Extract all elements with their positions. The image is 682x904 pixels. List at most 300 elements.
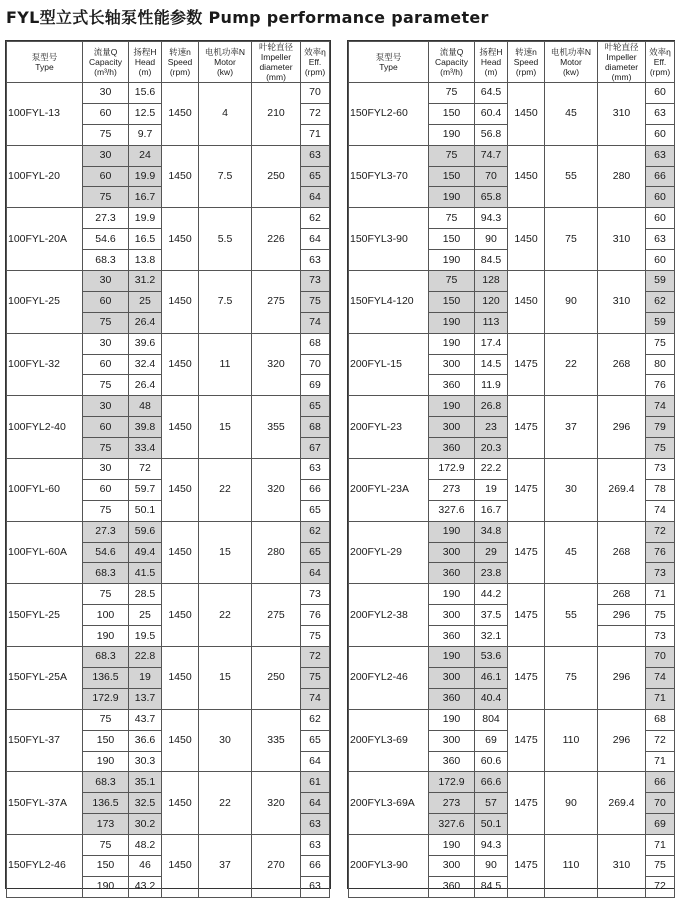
head-cell: 48 <box>129 396 162 417</box>
head-cell: 12.5 <box>129 103 162 124</box>
capacity-cell: 190 <box>83 626 129 647</box>
table-row <box>7 459 330 480</box>
efficiency-cell: 64 <box>301 229 330 250</box>
header-eff <box>301 42 330 83</box>
efficiency-cell: 60 <box>646 83 675 104</box>
impeller-cell: 320 <box>252 333 301 396</box>
head-cell: 90 <box>475 229 508 250</box>
speed-cell: 1450 <box>162 521 199 584</box>
head-cell: 94.3 <box>475 208 508 229</box>
motor-cell: 22 <box>545 333 598 396</box>
header-speed-line: 转速n <box>169 47 191 57</box>
capacity-cell: 172.9 <box>429 459 475 480</box>
capacity-cell: 27.3 <box>83 521 129 542</box>
pump-type-cell: 200FYL-23A <box>349 459 429 522</box>
efficiency-cell: 71 <box>646 835 675 856</box>
header-capacity-line: (m³/h) <box>94 67 117 77</box>
capacity-cell: 60 <box>83 479 129 500</box>
speed-cell: 1450 <box>162 396 199 459</box>
head-cell: 39.6 <box>129 333 162 354</box>
header-eff-line: Eff. <box>653 57 667 67</box>
efficiency-cell: 65 <box>301 730 330 751</box>
efficiency-cell: 60 <box>646 250 675 271</box>
impeller-cell: 275 <box>252 584 301 647</box>
header-row <box>349 42 675 83</box>
speed-cell: 1450 <box>162 835 199 898</box>
header-type-line: 泵型号 <box>31 52 58 62</box>
capacity-cell: 75 <box>83 584 129 605</box>
head-cell: 120 <box>475 291 508 312</box>
speed-cell: 1450 <box>162 709 199 772</box>
pump-type-cell: 150FYL3-70 <box>349 145 429 208</box>
header-speed <box>162 42 199 83</box>
header-speed <box>508 42 545 83</box>
speed-cell: 1475 <box>508 396 545 459</box>
header-head-line: 扬程H <box>479 47 503 57</box>
head-cell: 16.5 <box>129 229 162 250</box>
table-row <box>349 772 675 793</box>
efficiency-cell: 72 <box>301 103 330 124</box>
head-cell: 25 <box>129 605 162 626</box>
impeller-cell: 226 <box>252 208 301 271</box>
capacity-cell: 75 <box>83 375 129 396</box>
capacity-cell: 360 <box>429 688 475 709</box>
head-cell: 31.2 <box>129 271 162 292</box>
head-cell: 113 <box>475 312 508 333</box>
capacity-cell: 75 <box>83 187 129 208</box>
head-cell: 33.4 <box>129 438 162 459</box>
efficiency-cell: 70 <box>301 83 330 104</box>
table-row <box>7 271 330 292</box>
capacity-cell: 172.9 <box>429 772 475 793</box>
head-cell: 16.7 <box>475 500 508 521</box>
pump-type-cell: 100FYL-60 <box>7 459 83 522</box>
impeller-cell: 355 <box>252 396 301 459</box>
head-cell: 128 <box>475 271 508 292</box>
head-cell: 15.6 <box>129 83 162 104</box>
table-row <box>349 584 675 605</box>
motor-cell: 15 <box>199 396 252 459</box>
impeller-cell: 250 <box>252 145 301 208</box>
header-impeller-line: diameter <box>259 62 293 72</box>
pump-type-cell: 100FYL-20 <box>7 145 83 208</box>
header-eff-line: Eff. <box>308 57 322 67</box>
motor-cell: 110 <box>545 835 598 898</box>
capacity-cell: 150 <box>83 855 129 876</box>
pump-type-cell: 150FYL4-120 <box>349 271 429 334</box>
speed-cell: 1475 <box>508 835 545 898</box>
efficiency-cell: 68 <box>646 709 675 730</box>
motor-cell: 7.5 <box>199 271 252 334</box>
capacity-cell: 190 <box>429 250 475 271</box>
capacity-cell: 75 <box>83 312 129 333</box>
efficiency-cell: 71 <box>301 124 330 145</box>
efficiency-cell: 63 <box>301 145 330 166</box>
speed-cell: 1450 <box>508 145 545 208</box>
pump-type-cell: 200FYL3-69A <box>349 772 429 835</box>
head-cell: 59.6 <box>129 521 162 542</box>
speed-cell: 1450 <box>162 333 199 396</box>
head-cell: 25 <box>129 291 162 312</box>
capacity-cell: 136.5 <box>83 793 129 814</box>
header-impeller <box>252 42 301 83</box>
motor-cell: 15 <box>199 521 252 584</box>
header-head-line: Head <box>480 57 502 67</box>
header-capacity-line: Capacity <box>88 57 123 67</box>
header-motor-line: 电机功率N <box>550 47 592 57</box>
head-cell: 29 <box>475 542 508 563</box>
table-row <box>7 709 330 730</box>
capacity-cell: 190 <box>429 124 475 145</box>
efficiency-cell: 74 <box>646 396 675 417</box>
efficiency-cell: 63 <box>301 835 330 856</box>
efficiency-cell: 65 <box>301 396 330 417</box>
efficiency-cell: 66 <box>301 855 330 876</box>
table-row <box>7 647 330 668</box>
head-cell: 36.6 <box>129 730 162 751</box>
page-title: FYL型立式长轴泵性能参数 Pump performance parameter <box>6 8 489 27</box>
motor-cell: 22 <box>199 772 252 835</box>
header-head-line: (m) <box>138 67 152 77</box>
efficiency-cell: 68 <box>301 333 330 354</box>
impeller-cell: 280 <box>598 145 646 208</box>
impeller-cell: 269.4 <box>598 772 646 835</box>
capacity-cell: 273 <box>429 479 475 500</box>
efficiency-cell: 71 <box>646 751 675 772</box>
efficiency-cell: 59 <box>646 312 675 333</box>
efficiency-cell: 60 <box>646 208 675 229</box>
pump-type-cell: 150FYL-25A <box>7 647 83 710</box>
efficiency-cell: 63 <box>301 250 330 271</box>
efficiency-cell: 66 <box>301 479 330 500</box>
capacity-cell: 54.6 <box>83 229 129 250</box>
capacity-cell: 273 <box>429 793 475 814</box>
capacity-cell: 150 <box>83 730 129 751</box>
pump-type-cell: 200FYL-23 <box>349 396 429 459</box>
header-head-line: 扬程H <box>133 47 157 57</box>
capacity-cell: 30 <box>83 83 129 104</box>
capacity-cell: 172.9 <box>83 688 129 709</box>
efficiency-cell: 73 <box>646 459 675 480</box>
capacity-cell: 190 <box>429 709 475 730</box>
table-row <box>7 835 330 856</box>
head-cell: 11.9 <box>475 375 508 396</box>
header-impeller-line: (mm) <box>611 72 632 82</box>
capacity-cell: 190 <box>429 647 475 668</box>
motor-cell: 30 <box>545 459 598 522</box>
table-row <box>349 709 675 730</box>
efficiency-cell: 62 <box>301 521 330 542</box>
head-cell: 74.7 <box>475 145 508 166</box>
capacity-cell: 190 <box>429 312 475 333</box>
impeller-cell: 280 <box>252 521 301 584</box>
right-table <box>348 41 675 898</box>
capacity-cell: 75 <box>83 835 129 856</box>
header-motor-line: Motor <box>560 57 582 67</box>
capacity-cell: 75 <box>429 208 475 229</box>
impeller-cell: 268 <box>598 584 646 605</box>
table-row <box>349 647 675 668</box>
capacity-cell: 190 <box>429 187 475 208</box>
motor-cell: 22 <box>199 459 252 522</box>
performance-table-left <box>5 40 331 893</box>
motor-cell: 90 <box>545 271 598 334</box>
efficiency-cell: 63 <box>646 229 675 250</box>
head-cell: 19 <box>475 479 508 500</box>
capacity-cell: 75 <box>429 145 475 166</box>
efficiency-cell: 74 <box>646 500 675 521</box>
table-row <box>349 271 675 292</box>
speed-cell: 1450 <box>162 271 199 334</box>
capacity-cell: 300 <box>429 605 475 626</box>
efficiency-cell: 76 <box>646 375 675 396</box>
table-row <box>7 145 330 166</box>
motor-cell: 37 <box>545 396 598 459</box>
motor-cell: 45 <box>545 521 598 584</box>
table-row <box>7 208 330 229</box>
efficiency-cell: 64 <box>301 751 330 772</box>
capacity-cell: 60 <box>83 354 129 375</box>
capacity-cell: 300 <box>429 730 475 751</box>
efficiency-cell: 78 <box>646 479 675 500</box>
motor-cell: 75 <box>545 647 598 710</box>
capacity-cell: 360 <box>429 375 475 396</box>
head-cell: 60.6 <box>475 751 508 772</box>
head-cell: 43.2 <box>129 876 162 897</box>
motor-cell: 75 <box>545 208 598 271</box>
header-capacity <box>83 42 129 83</box>
head-cell: 23.8 <box>475 563 508 584</box>
capacity-cell: 75 <box>83 438 129 459</box>
efficiency-cell: 71 <box>646 584 675 605</box>
efficiency-cell: 63 <box>301 876 330 897</box>
head-cell: 84.5 <box>475 250 508 271</box>
pump-type-cell: 200FYL3-69 <box>349 709 429 772</box>
motor-cell: 37 <box>199 835 252 898</box>
capacity-cell: 60 <box>83 291 129 312</box>
efficiency-cell: 64 <box>301 563 330 584</box>
impeller-cell: 296 <box>598 396 646 459</box>
impeller-cell: 275 <box>252 271 301 334</box>
capacity-cell: 327.6 <box>429 500 475 521</box>
header-capacity-line: (m³/h) <box>440 67 463 77</box>
speed-cell: 1450 <box>508 208 545 271</box>
head-cell: 22.2 <box>475 459 508 480</box>
motor-cell: 30 <box>199 709 252 772</box>
pump-type-cell: 100FYL2-40 <box>7 396 83 459</box>
efficiency-cell: 73 <box>646 626 675 647</box>
head-cell: 32.1 <box>475 626 508 647</box>
head-cell: 13.7 <box>129 688 162 709</box>
capacity-cell: 150 <box>429 291 475 312</box>
efficiency-cell: 65 <box>301 542 330 563</box>
efficiency-cell: 74 <box>301 688 330 709</box>
head-cell: 70 <box>475 166 508 187</box>
head-cell: 65.8 <box>475 187 508 208</box>
efficiency-cell: 62 <box>301 208 330 229</box>
pump-type-cell: 200FYL3-90 <box>349 835 429 898</box>
head-cell: 30.2 <box>129 814 162 835</box>
efficiency-cell: 70 <box>646 647 675 668</box>
table-row <box>7 333 330 354</box>
efficiency-cell: 69 <box>646 814 675 835</box>
head-cell: 22.8 <box>129 647 162 668</box>
header-capacity-line: 流量Q <box>439 47 464 57</box>
efficiency-cell: 75 <box>301 667 330 688</box>
header-type <box>349 42 429 83</box>
header-motor-line: 电机功率N <box>204 47 246 57</box>
impeller-cell <box>598 626 646 647</box>
capacity-cell: 190 <box>83 751 129 772</box>
efficiency-cell: 71 <box>646 688 675 709</box>
head-cell: 30.3 <box>129 751 162 772</box>
speed-cell: 1475 <box>508 584 545 647</box>
header-motor <box>199 42 252 83</box>
impeller-cell: 268 <box>598 333 646 396</box>
head-cell: 37.5 <box>475 605 508 626</box>
efficiency-cell: 60 <box>646 187 675 208</box>
efficiency-cell: 76 <box>301 605 330 626</box>
head-cell: 46.1 <box>475 667 508 688</box>
head-cell: 32.4 <box>129 354 162 375</box>
pump-type-cell: 200FYL-15 <box>349 333 429 396</box>
impeller-cell: 310 <box>598 208 646 271</box>
capacity-cell: 360 <box>429 438 475 459</box>
header-motor-line: (kw) <box>216 67 234 77</box>
head-cell: 14.5 <box>475 354 508 375</box>
efficiency-cell: 74 <box>646 667 675 688</box>
head-cell: 94.3 <box>475 835 508 856</box>
impeller-cell: 320 <box>252 772 301 835</box>
speed-cell: 1450 <box>508 271 545 334</box>
header-capacity <box>429 42 475 83</box>
speed-cell: 1450 <box>162 83 199 146</box>
head-cell: 40.4 <box>475 688 508 709</box>
capacity-cell: 75 <box>429 271 475 292</box>
motor-cell: 5.5 <box>199 208 252 271</box>
head-cell: 66.6 <box>475 772 508 793</box>
head-cell: 64.5 <box>475 83 508 104</box>
capacity-cell: 360 <box>429 626 475 647</box>
header-head <box>129 42 162 83</box>
left-table <box>6 41 330 898</box>
header-speed-line: (rpm) <box>515 67 537 77</box>
speed-cell: 1475 <box>508 521 545 584</box>
head-cell: 17.4 <box>475 333 508 354</box>
header-speed-line: Speed <box>513 57 539 67</box>
head-cell: 43.7 <box>129 709 162 730</box>
head-cell: 26.4 <box>129 312 162 333</box>
efficiency-cell: 63 <box>301 814 330 835</box>
impeller-cell: 335 <box>252 709 301 772</box>
capacity-cell: 300 <box>429 417 475 438</box>
speed-cell: 1475 <box>508 647 545 710</box>
speed-cell: 1450 <box>508 83 545 146</box>
header-row <box>7 42 330 83</box>
capacity-cell: 150 <box>429 103 475 124</box>
capacity-cell: 190 <box>83 876 129 897</box>
efficiency-cell: 62 <box>646 291 675 312</box>
capacity-cell: 30 <box>83 271 129 292</box>
table-row <box>349 145 675 166</box>
efficiency-cell: 72 <box>646 876 675 897</box>
capacity-cell: 68.3 <box>83 250 129 271</box>
capacity-cell: 75 <box>83 124 129 145</box>
table-row <box>7 396 330 417</box>
efficiency-cell: 61 <box>301 772 330 793</box>
head-cell: 69 <box>475 730 508 751</box>
head-cell: 24 <box>129 145 162 166</box>
speed-cell: 1450 <box>162 145 199 208</box>
pump-type-cell: 200FYL-29 <box>349 521 429 584</box>
header-speed-line: 转速n <box>515 47 537 57</box>
table-row <box>349 333 675 354</box>
head-cell: 28.5 <box>129 584 162 605</box>
table-row <box>7 772 330 793</box>
header-type-line: 泵型号 <box>375 52 402 62</box>
head-cell: 804 <box>475 709 508 730</box>
capacity-cell: 360 <box>429 563 475 584</box>
head-cell: 46 <box>129 855 162 876</box>
efficiency-cell: 75 <box>301 291 330 312</box>
header-impeller-line: (mm) <box>266 72 286 82</box>
table-row <box>7 584 330 605</box>
header-type <box>7 42 83 83</box>
head-cell: 39.8 <box>129 417 162 438</box>
efficiency-cell: 79 <box>646 417 675 438</box>
speed-cell: 1475 <box>508 772 545 835</box>
efficiency-cell: 65 <box>301 166 330 187</box>
efficiency-cell: 60 <box>646 124 675 145</box>
efficiency-cell: 73 <box>301 584 330 605</box>
capacity-cell: 190 <box>429 396 475 417</box>
efficiency-cell: 66 <box>646 166 675 187</box>
capacity-cell: 60 <box>83 417 129 438</box>
header-head <box>475 42 508 83</box>
table-row <box>349 521 675 542</box>
efficiency-cell: 66 <box>646 772 675 793</box>
table-row <box>349 83 675 104</box>
head-cell: 44.2 <box>475 584 508 605</box>
pump-type-cell: 100FYL-25 <box>7 271 83 334</box>
head-cell: 35.1 <box>129 772 162 793</box>
impeller-cell: 250 <box>252 647 301 710</box>
header-motor <box>545 42 598 83</box>
motor-cell: 110 <box>545 709 598 772</box>
efficiency-cell: 72 <box>646 730 675 751</box>
impeller-cell: 270 <box>252 835 301 898</box>
header-eff <box>646 42 675 83</box>
capacity-cell: 190 <box>429 333 475 354</box>
efficiency-cell: 75 <box>646 855 675 876</box>
capacity-cell: 300 <box>429 542 475 563</box>
header-impeller-line: diameter <box>604 62 639 72</box>
capacity-cell: 300 <box>429 667 475 688</box>
capacity-cell: 150 <box>429 229 475 250</box>
header-speed-line: (rpm) <box>169 67 191 77</box>
table-row <box>349 208 675 229</box>
pump-type-cell: 100FYL-20A <box>7 208 83 271</box>
pump-type-cell: 150FYL2-46 <box>7 835 83 898</box>
efficiency-cell: 63 <box>301 459 330 480</box>
head-cell: 60.4 <box>475 103 508 124</box>
speed-cell: 1450 <box>162 459 199 522</box>
efficiency-cell: 72 <box>301 647 330 668</box>
capacity-cell: 30 <box>83 459 129 480</box>
impeller-cell: 269.4 <box>598 459 646 522</box>
capacity-cell: 300 <box>429 855 475 876</box>
impeller-cell: 296 <box>598 709 646 772</box>
